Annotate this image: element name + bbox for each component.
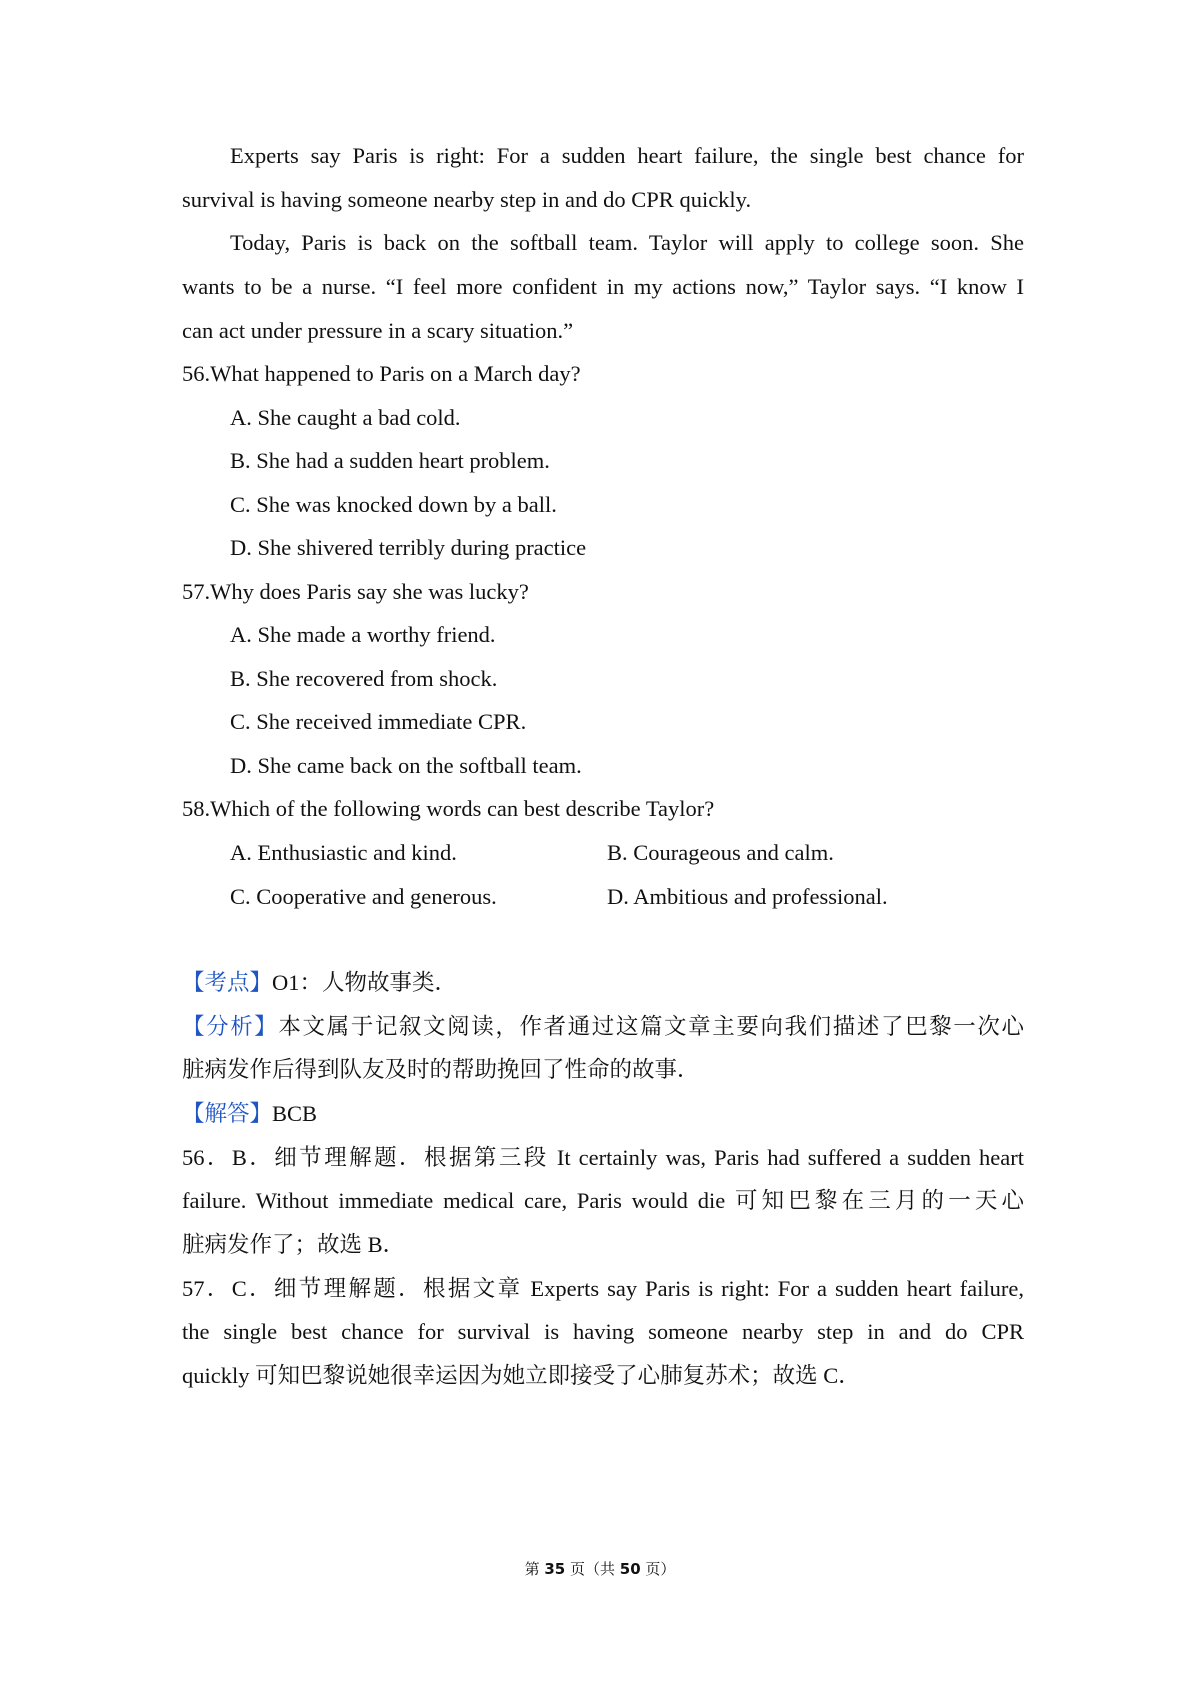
footer-middle: 页（共 xyxy=(565,1560,620,1578)
answer-56-line: 56．B．细节理解题．根据第三段 It certainly was, Paris had suffered a sudden heart xyxy=(182,1145,1024,1170)
question-56-option-d: D. She shivered terribly during practice xyxy=(230,535,587,560)
jieda-text: BCB xyxy=(272,1101,318,1126)
question-57-option-d: D. She came back on the softball team. xyxy=(230,753,582,778)
answer-56-line: 脏病发作了；故选 B． xyxy=(182,1232,406,1257)
passage-line: can act under pressure in a scary situation.” xyxy=(182,318,574,343)
page-footer xyxy=(0,1558,1200,1580)
jieda-line xyxy=(182,1099,1024,1129)
kaodian-tag: 【考点】 xyxy=(182,970,273,995)
question-56-option-a: A. She caught a bad cold. xyxy=(230,405,461,430)
question-58-option-c: C. Cooperative and generous. xyxy=(230,884,497,909)
fenxi-tag: 【分析】 xyxy=(182,1014,279,1039)
passage-line: wants to be a nurse. “I feel more confident in my actions now,” Taylor says. “I know I xyxy=(182,274,1024,299)
question-58-option-b: B. Courageous and calm. xyxy=(607,840,834,865)
passage-line: Experts say Paris is right: For a sudden heart failure, the single best chance for xyxy=(230,143,1024,168)
question-58-stem: 58.Which of the following words can best describe Taylor? xyxy=(182,796,715,821)
question-56-stem: 56.What happened to Paris on a March day? xyxy=(182,361,581,386)
kaodian-text: O1：人物故事类． xyxy=(272,970,458,995)
footer-page-number: 35 xyxy=(544,1560,566,1578)
footer-prefix: 第 xyxy=(524,1560,545,1578)
passage-line: Today, Paris is back on the softball team. Taylor will apply to college soon. She xyxy=(230,230,1024,255)
jieda-tag: 【解答】 xyxy=(182,1101,273,1126)
passage-line: survival is having someone nearby step in and do CPR quickly. xyxy=(182,187,752,212)
question-57-option-a: A. She made a worthy friend. xyxy=(230,622,496,647)
footer-suffix: 页） xyxy=(640,1560,676,1578)
question-57-option-c: C. She received immediate CPR. xyxy=(230,709,527,734)
answer-57-line: the single best chance for survival is having someone nearby step in and do CPR xyxy=(182,1319,1024,1344)
fenxi-text: 本文属于记叙文阅读，作者通过这篇文章主要向我们描述了巴黎一次心 xyxy=(278,1014,1024,1039)
question-58-option-a: A. Enthusiastic and kind. xyxy=(230,840,457,865)
fenxi-line-2: 脏病发作后得到队友及时的帮助挽回了性命的故事． xyxy=(182,1057,700,1082)
kaodian-line xyxy=(182,968,1024,998)
question-57-stem: 57.Why does Paris say she was lucky? xyxy=(182,579,529,604)
question-58-option-d: D. Ambitious and professional. xyxy=(607,884,888,909)
fenxi-line xyxy=(182,1012,1024,1042)
question-56-option-b: B. She had a sudden heart problem. xyxy=(230,448,550,473)
footer-total-pages: 50 xyxy=(619,1560,641,1578)
answer-57-line: quickly 可知巴黎说她很幸运因为她立即接受了心肺复苏术；故选 C． xyxy=(182,1363,861,1388)
answer-56-line: failure. Without immediate medical care, Paris would die 可知巴黎在三月的一天心 xyxy=(182,1188,1024,1213)
question-56-option-c: C. She was knocked down by a ball. xyxy=(230,492,557,517)
question-57-option-b: B. She recovered from shock. xyxy=(230,666,498,691)
answer-57-line: 57．C．细节理解题．根据文章 Experts say Paris is right: For a sudden heart failure, xyxy=(182,1276,1024,1301)
